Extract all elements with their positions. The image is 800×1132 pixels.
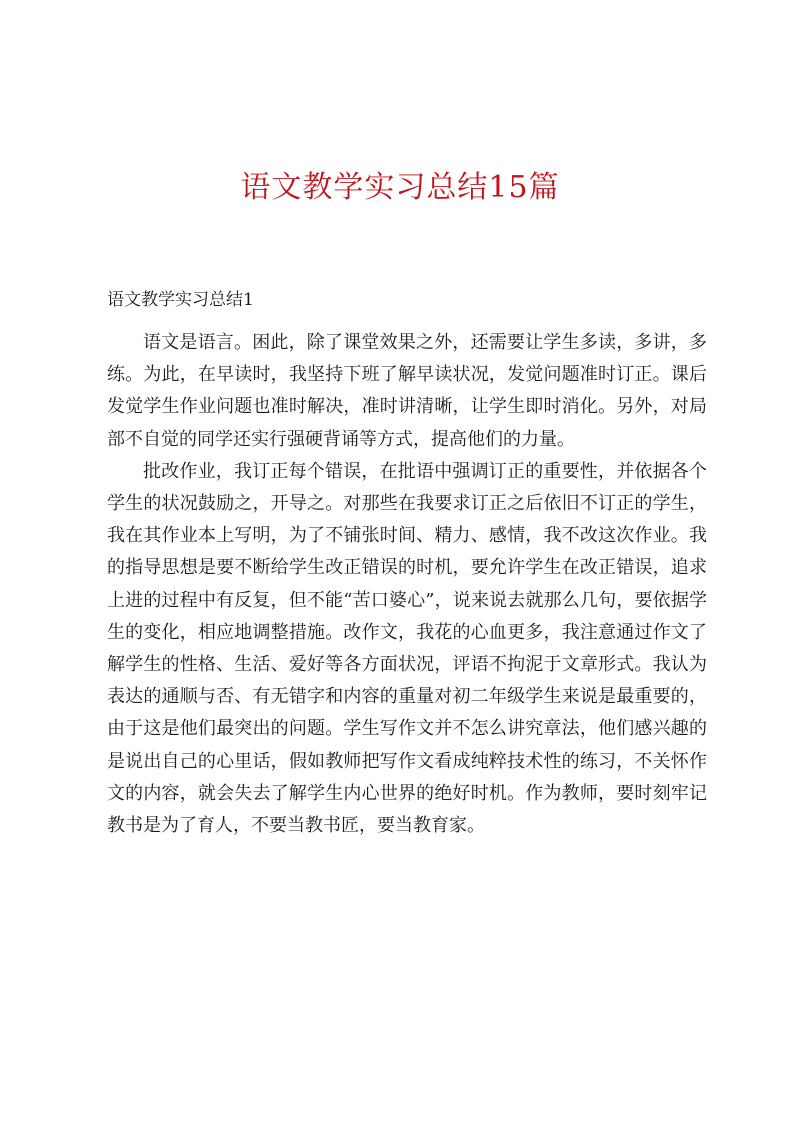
paragraph-1: 语文是语言。困此，除了课堂效果之外，还需要让学生多读，多讲，多练。为此，在早读时，我坚持下班了解早读状况，发觉问题准时订正。课后发觉学生作业问题也准时解决，准时讲清晰，让学生即时消化。另外，对局部不自觉的同学还实行强硬背诵等方式，提高他们的力量。 [107, 332, 707, 450]
document-body [107, 327, 707, 842]
paragraph-2: 批改作业，我订正每个错误，在批语中强调订正的重要性，并依据各个学生的状况鼓励之，开导之。对那些在我要求订正之后依旧不订正的学生，我在其作业本上写明，为了不铺张时间、精力、感情，我不改这次作业。我的指导思想是要不断给学生改正错误的时机，要允许学生在改正错误，追求上进的过程中有反复，但不能“苦口婆心”，说来说去就那么几句，要依据学生的变化，相应地调整措施。改作文，我花的心血更多，我注意通过作文了解学生的性格、生活、爱好等各方面状况，评语不拘泥于文章形式。我认为表达的通顺与否、有无错字和内容的重量对初二年级学生来说是最重要的，由于这是他们最突出的问题。学生写作文并不怎么讲究章法，他们感兴趣的是说出自己的心里话，假如教师把写作文看成纯粹技术性的练习，不关怀作文的内容，就会失去了解学生内心世界的绝好时机。作为教师，要时刻牢记教书是为了育人，不要当教书匠，要当教育家。 [107, 460, 707, 837]
document-title: 语文教学实习总结15篇 [240, 170, 560, 205]
section-heading: 语文教学实习总结1 [107, 290, 254, 310]
